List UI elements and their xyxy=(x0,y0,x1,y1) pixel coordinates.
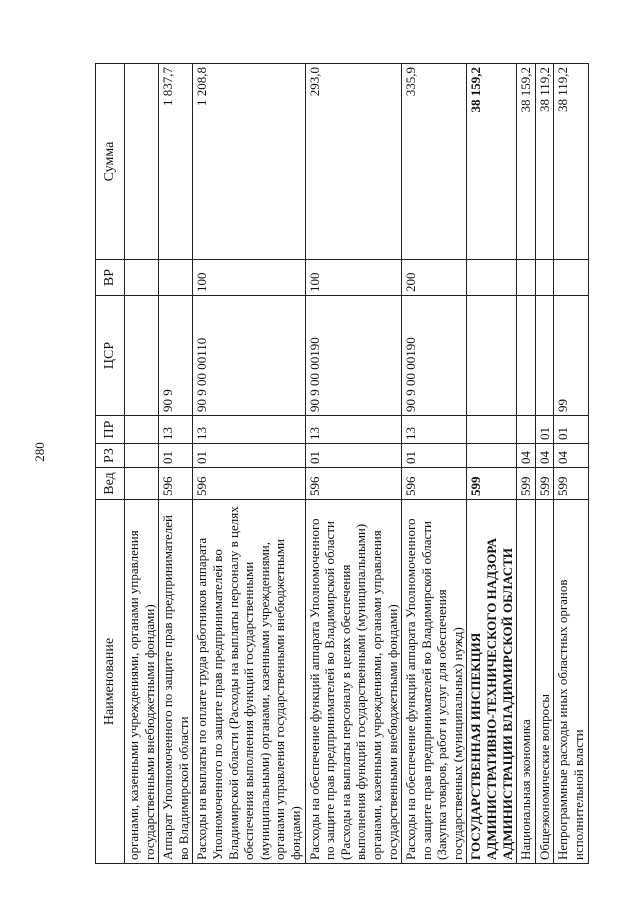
cell-vr xyxy=(467,260,517,296)
cell-name: Расходы на обеспечение функций аппарата Уполномоченного по защите прав предпринимателей во Владимирской области (Закупка товаров, работ и услуг для обеспечения государственных (муниципальных) нужд) xyxy=(402,500,467,864)
cell-rz: 01 xyxy=(402,444,467,468)
cell-sum: 38 159,2 xyxy=(517,64,536,260)
cell-csr: 90 9 00 00110 xyxy=(193,296,305,416)
cell-vr: 200 xyxy=(402,260,467,296)
cell-name: ГОСУДАРСТВЕННАЯ ИНСПЕКЦИЯ АДМИНИСТРАТИВНО-ТЕХНИЧЕСКОГО НАДЗОРА АДМИНИСТРАЦИИ ВЛАДИМИРСКОЙ ОБЛАСТИ xyxy=(467,500,517,864)
budget-table xyxy=(95,63,589,864)
header-name: Наименование xyxy=(96,500,125,864)
cell-pr xyxy=(125,416,159,444)
table-header-row xyxy=(96,64,125,864)
cell-csr xyxy=(467,296,517,416)
header-sum: Сумма xyxy=(96,64,125,260)
table-row xyxy=(305,64,402,864)
cell-vr xyxy=(554,260,588,296)
cell-pr: 13 xyxy=(402,416,467,444)
cell-name: Аппарат Уполномоченного по защите прав предпринимателей во Владимирской области xyxy=(159,500,193,864)
cell-pr: 01 xyxy=(554,416,588,444)
header-pr: ПР xyxy=(96,416,125,444)
cell-sum: 1 208,8 xyxy=(193,64,305,260)
cell-vr: 100 xyxy=(193,260,305,296)
cell-ved xyxy=(125,468,159,500)
cell-name: Расходы на выплаты по оплате труда работников аппарата Уполномоченного по защите прав предпринимателей во Владимирской области (Расходы на выплаты персоналу в целях обеспечения выполнения функций государственными (муниципальными) органами, казенными учреждениями, органами управления государственными внебюджетными фондами) xyxy=(193,500,305,864)
cell-vr xyxy=(159,260,193,296)
cell-ved: 596 xyxy=(193,468,305,500)
cell-csr: 90 9 00 00190 xyxy=(402,296,467,416)
cell-name: органами, казенными учреждениями, органами управления государственными внебюджетными фондами) xyxy=(125,500,159,864)
cell-name: Расходы на обеспечение функций аппарата Уполномоченного по защите прав предпринимателей во Владимирской области (Расходы на выплаты персоналу в целях обеспечения выполнения функций государственными (муниципальными) органами, казенными учреждениями, органами управления государственными внебюджетными фондами) xyxy=(305,500,402,864)
header-vr: ВР xyxy=(96,260,125,296)
cell-name: Общеэкономические вопросы xyxy=(535,500,554,864)
cell-csr xyxy=(535,296,554,416)
cell-csr: 99 xyxy=(554,296,588,416)
cell-vr: 100 xyxy=(305,260,402,296)
cell-rz: 01 xyxy=(305,444,402,468)
cell-csr: 90 9 00 00190 xyxy=(305,296,402,416)
table-row xyxy=(402,64,467,864)
cell-rz: 04 xyxy=(517,444,536,468)
cell-name: Непрограммные расходы иных областных органов исполнительной власти xyxy=(554,500,588,864)
cell-rz: 04 xyxy=(554,444,588,468)
rotated-page-content xyxy=(95,64,615,864)
cell-ved: 599 xyxy=(467,468,517,500)
cell-csr xyxy=(517,296,536,416)
cell-sum xyxy=(125,64,159,260)
cell-ved: 599 xyxy=(535,468,554,500)
cell-sum: 335,9 xyxy=(402,64,467,260)
cell-pr: 13 xyxy=(305,416,402,444)
cell-rz: 01 xyxy=(193,444,305,468)
cell-pr: 13 xyxy=(159,416,193,444)
cell-pr: 01 xyxy=(535,416,554,444)
cell-sum: 293,0 xyxy=(305,64,402,260)
cell-ved: 596 xyxy=(402,468,467,500)
cell-sum: 38 159,2 xyxy=(467,64,517,260)
table-row xyxy=(554,64,588,864)
cell-vr xyxy=(535,260,554,296)
page-number: 280 xyxy=(32,442,47,462)
table-row xyxy=(193,64,305,864)
cell-pr: 13 xyxy=(193,416,305,444)
cell-name: Национальная экономика xyxy=(517,500,536,864)
cell-vr xyxy=(517,260,536,296)
cell-ved: 599 xyxy=(554,468,588,500)
cell-ved: 596 xyxy=(159,468,193,500)
cell-ved: 599 xyxy=(517,468,536,500)
cell-pr xyxy=(517,416,536,444)
header-rz: РЗ xyxy=(96,444,125,468)
cell-pr xyxy=(467,416,517,444)
cell-csr xyxy=(125,296,159,416)
cell-rz: 01 xyxy=(159,444,193,468)
cell-rz: 04 xyxy=(535,444,554,468)
cell-rz xyxy=(467,444,517,468)
cell-ved: 596 xyxy=(305,468,402,500)
cell-vr xyxy=(125,260,159,296)
cell-csr: 90 9 xyxy=(159,296,193,416)
table-row xyxy=(159,64,193,864)
table-row-organization xyxy=(467,64,517,864)
table-row xyxy=(535,64,554,864)
cell-sum: 38 119,2 xyxy=(535,64,554,260)
cell-sum: 1 837,7 xyxy=(159,64,193,260)
table-row xyxy=(517,64,536,864)
table-row xyxy=(125,64,159,864)
header-csr: ЦСР xyxy=(96,296,125,416)
header-ved: Вед xyxy=(96,468,125,500)
cell-sum: 38 119,2 xyxy=(554,64,588,260)
cell-rz xyxy=(125,444,159,468)
